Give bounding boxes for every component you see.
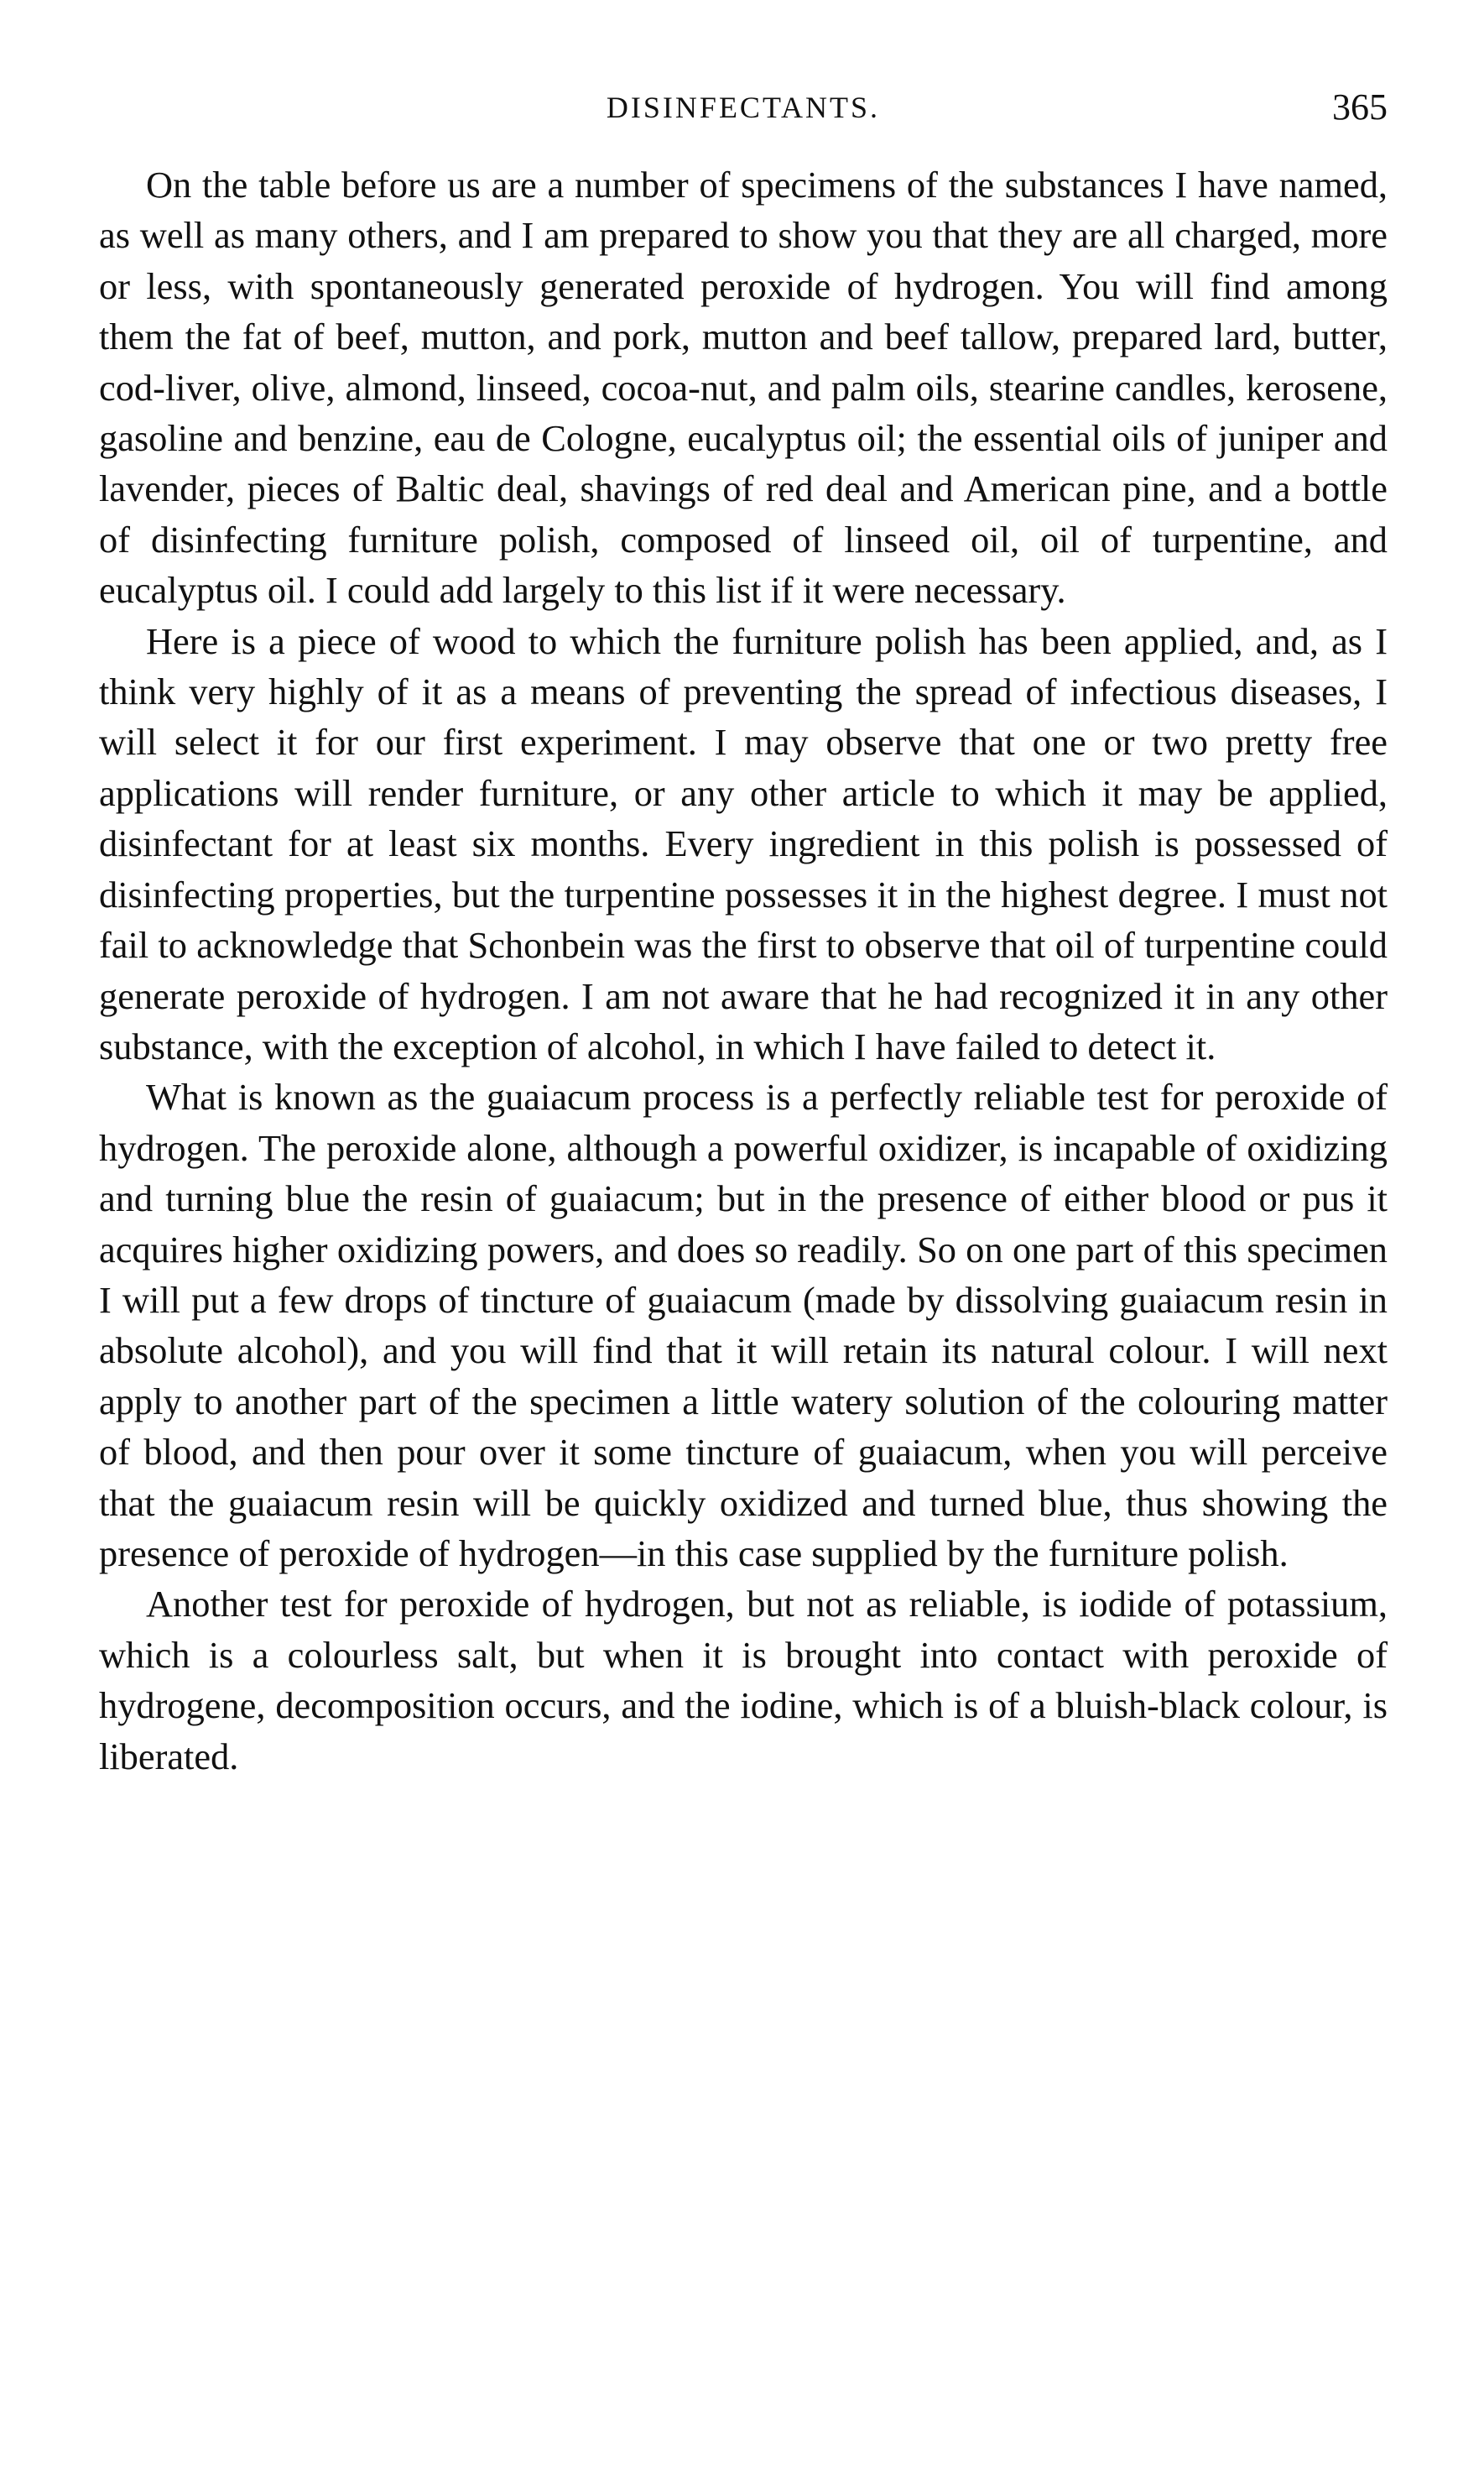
- paragraph-guaiacum-process: What is known as the guaiacum process is a perfectly reliable test for peroxide of hydrogen. The peroxide alone, although a powerful oxidizer, is incapable of oxidizing and turning blue the resin of guaiacum; but in the presence of either blood or pus it acquires higher oxidizing powers, and does so readily. So on one part of this specimen I will put a few drops of tincture of guaiacum (made by dissolving guaiacum resin in absolute alcohol), and you will find that it will retain its natural colour. I will next apply to another part of the specimen a little watery solution of the colouring matter of blood, and then pour over it some tincture of guaiacum, when you will perceive that the guaiacum resin will be quickly oxidized and turned blue, thus showing the presence of peroxide of hydrogen—in this case supplied by the furniture polish.: [99, 1076, 1388, 1574]
- running-head: DISINFECTANTS.: [606, 91, 881, 124]
- paragraph-specimens: On the table before us are a number of specimens of the substances I have named, as well as many others, and I am prepared to show you that they are all charged, more or less, with spontaneously generated peroxide of hydrogen. You will find among them the fat of beef, mutton, and pork, mutton and beef tallow, prepared lard, butter, cod-liver, olive, almond, linseed, cocoa-nut, and palm oils, stearine candles, kerosene, gasoline and benzine, eau de Cologne, eucalyptus oil; the essential oils of juniper and lavender, pieces of Baltic deal, shavings of red deal and American pine, and a bottle of disinfecting furniture polish, composed of linseed oil, oil of turpentine, and eucalyptus oil. I could add largely to this list if it were necessary.: [99, 164, 1388, 612]
- body-text: [99, 159, 1388, 1782]
- paragraph-iodide-test: Another test for peroxide of hydrogen, but not as reliable, is iodide of potassium, which is a colourless salt, but when it is brought into contact with peroxide of hydrogene, decomposition occurs, and the iodine, which is of a bluish-black colour, is liberated.: [99, 1583, 1388, 1777]
- page-header: [99, 82, 1388, 133]
- page-number: 365: [1332, 86, 1388, 128]
- paragraph-furniture-polish: Here is a piece of wood to which the furniture polish has been applied, and, as I think very highly of it as a means of preventing the spread of infectious diseases, I will select it for our first experiment. I may observe that one or two pretty free applications will render furniture, or any other article to which it may be applied, disinfectant for at least six months. Every ingredient in this polish is possessed of disinfecting properties, but the turpentine possesses it in the highest degree. I must not fail to acknowledge that Schonbein was the first to observe that oil of turpentine could generate peroxide of hydrogen. I am not aware that he had recognized it in any other substance, with the exception of alcohol, in which I have failed to detect it.: [99, 619, 1388, 1067]
